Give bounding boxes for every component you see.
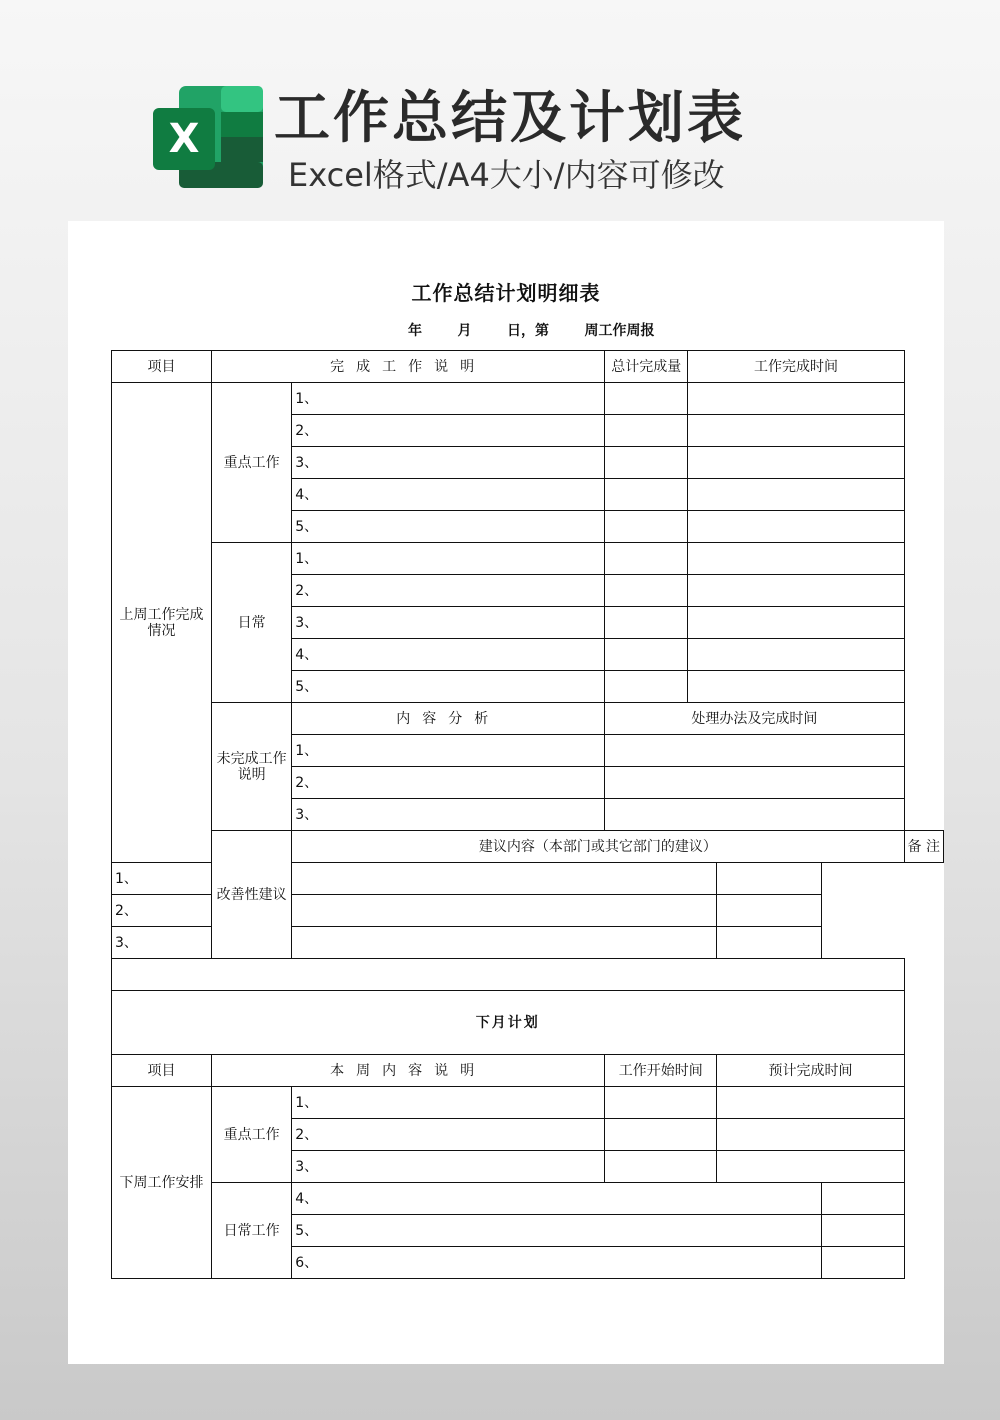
table-row [112,1183,944,1215]
cell-remark[interactable] [822,1183,905,1215]
row-number[interactable]: 4、 [292,639,605,671]
header-project: 项目 [112,351,212,383]
cell-time[interactable] [688,575,904,607]
row-number[interactable]: 1、 [112,863,717,895]
cell-time[interactable] [688,383,904,415]
row-number[interactable]: 5、 [292,511,605,543]
row-number[interactable]: 4、 [292,1183,822,1215]
cell-method[interactable] [605,767,904,799]
daily-label: 日常 [211,543,291,703]
cell-remark[interactable] [717,927,822,959]
next-header-expected: 预计完成时间 [717,1055,904,1087]
cell-remark[interactable] [822,1247,905,1279]
row-number[interactable]: 3、 [292,607,605,639]
cell-total[interactable] [605,607,688,639]
next-month-title: 下月计划 [112,991,905,1055]
row-number[interactable]: 2、 [292,767,605,799]
table-row [112,1087,944,1119]
row-number[interactable]: 3、 [292,799,605,831]
next-header-start: 工作开始时间 [605,1055,717,1087]
cell-start[interactable] [605,1087,717,1119]
row-number[interactable]: 1、 [292,1087,605,1119]
banner [0,0,1000,215]
cell-time[interactable] [688,671,904,703]
cell-total[interactable] [605,671,688,703]
cell-start[interactable] [605,1119,717,1151]
header-done-time: 工作完成时间 [688,351,904,383]
cell-expected[interactable] [717,1151,904,1183]
row-number[interactable]: 3、 [292,447,605,479]
unfinished-label: 未完成工作说明 [211,703,291,831]
table-row [112,831,944,863]
banner-title: 工作总结及计划表 [274,86,746,151]
row-number[interactable]: 5、 [292,671,605,703]
banner-subtitle: Excel格式/A4大小/内容可修改 [288,156,725,194]
next-header-project: 项目 [112,1055,212,1087]
header-work-desc: 完成工作说明 [211,351,604,383]
header-total-done: 总计完成量 [605,351,688,383]
logo-letter: X [168,116,200,162]
row-number[interactable]: 2、 [292,1119,605,1151]
next-key-work-label: 重点工作 [211,1087,291,1183]
cell-method[interactable] [605,799,904,831]
cell-start[interactable] [605,1151,717,1183]
cell-time[interactable] [688,447,904,479]
suggestion-content-header: 建议内容（本部门或其它部门的建议） [292,831,904,863]
cell-time[interactable] [688,511,904,543]
row-number[interactable]: 6、 [292,1247,822,1279]
next-week-label: 下周工作安排 [112,1087,212,1279]
paper-sheet [68,221,944,1364]
row-number[interactable]: 5、 [292,1215,822,1247]
next-header-desc: 本周内容说明 [211,1055,604,1087]
remark-header: 备 注 [904,831,943,863]
row-number[interactable]: 1、 [292,383,605,415]
row-number[interactable]: 3、 [112,927,717,959]
spacer-row [112,959,944,991]
doc-title: 工作总结计划明细表 [411,281,601,305]
table-header-row [112,351,944,383]
cell-total[interactable] [605,639,688,671]
cell-total[interactable] [605,383,688,415]
cell-expected[interactable] [717,1087,904,1119]
row-number[interactable]: 4、 [292,479,605,511]
table-row [112,543,944,575]
method-time-header: 处理办法及完成时间 [605,703,904,735]
summary-table [111,350,944,1279]
excel-logo-icon [153,86,263,188]
cell-time[interactable] [688,415,904,447]
cell-remark[interactable] [717,895,822,927]
row-number[interactable]: 2、 [112,895,717,927]
table-row [112,703,944,735]
next-header-row [112,1055,944,1087]
content-analysis-header: 内容分析 [292,703,605,735]
row-number[interactable]: 3、 [292,1151,605,1183]
cell-total[interactable] [605,511,688,543]
next-daily-work-label: 日常工作 [211,1183,291,1279]
row-number[interactable]: 2、 [292,575,605,607]
cell-remark[interactable] [822,1215,905,1247]
row-number[interactable]: 2、 [292,415,605,447]
spacer-cell [112,959,905,991]
cell-total[interactable] [605,479,688,511]
cell-total[interactable] [605,575,688,607]
cell-total[interactable] [605,543,688,575]
cell-remark[interactable] [717,863,822,895]
next-title-row [112,991,944,1055]
cell-time[interactable] [688,639,904,671]
cell-method[interactable] [605,735,904,767]
last-week-label: 上周工作完成情况 [112,383,212,863]
cell-time[interactable] [688,479,904,511]
key-work-label: 重点工作 [211,383,291,543]
table-row [112,383,944,415]
cell-expected[interactable] [717,1119,904,1151]
suggestion-label: 改善性建议 [211,831,291,959]
cell-time[interactable] [688,607,904,639]
cell-total[interactable] [605,447,688,479]
table-row [112,927,944,959]
cell-time[interactable] [688,543,904,575]
doc-date-line: 年 月 日，第 周工作周报 [408,323,655,339]
cell-total[interactable] [605,415,688,447]
row-number[interactable]: 1、 [292,735,605,767]
row-number[interactable]: 1、 [292,543,605,575]
